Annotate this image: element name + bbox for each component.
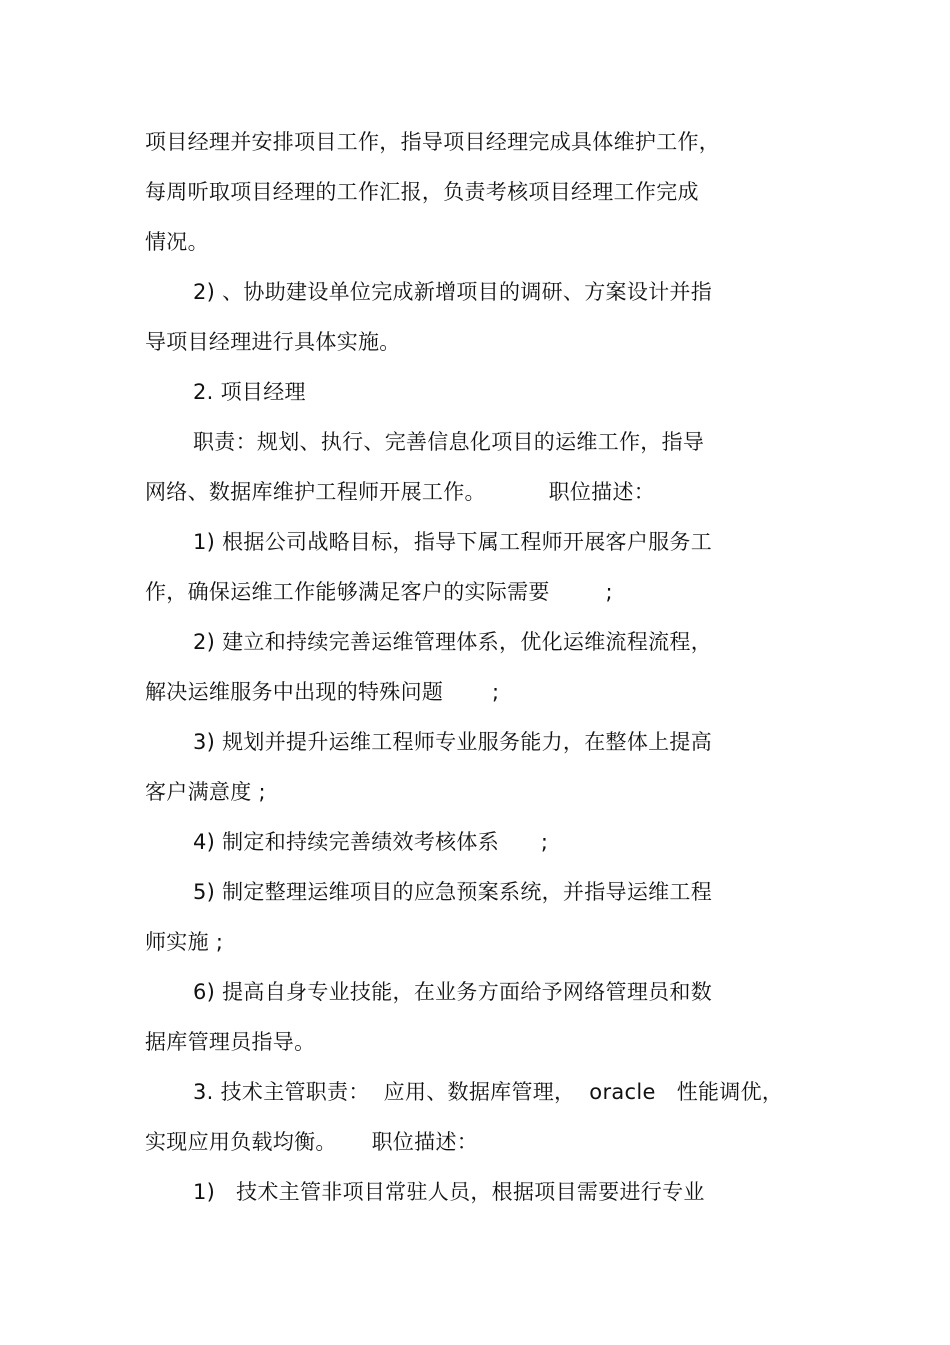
list-item-line: 客户满意度 ;: [145, 780, 266, 804]
list-item-line: 1) 根据公司战略目标，指导下属工程师开展客户服务工: [193, 530, 713, 554]
list-item-line: 据库管理员指导。: [145, 1030, 316, 1054]
paragraph-line: 项目经理并安排项目工作，指导项目经理完成具体维护工作，: [145, 130, 721, 154]
paragraph-line: 职责：规划、执行、完善信息化项目的运维工作，指导: [193, 430, 705, 454]
list-item-line: 4) 制定和持续完善绩效考核体系 ;: [193, 830, 549, 854]
list-item-line: 师实施 ;: [145, 930, 224, 954]
section-heading: 2. 项目经理: [193, 380, 306, 404]
list-item-line: 6) 提高自身专业技能，在业务方面给予网络管理员和数: [193, 980, 713, 1004]
list-item-line: 5) 制定整理运维项目的应急预案系统，并指导运维工程: [193, 880, 713, 904]
section-heading: 3. 技术主管职责： 应用、数据库管理， oracle 性能调优，: [193, 1080, 784, 1104]
list-item-line: 1) 技术主管非项目常驻人员，根据项目需要进行专业: [193, 1180, 705, 1204]
paragraph-line: 情况。: [145, 230, 209, 254]
list-item-line: 解决运维服务中出现的特殊问题 ;: [145, 680, 500, 704]
list-item-line: 2) 建立和持续完善运维管理体系，优化运维流程流程，: [193, 630, 713, 654]
paragraph-line: 2) 、协助建设单位完成新增项目的调研、方案设计并指: [193, 280, 713, 304]
paragraph-line: 导项目经理进行具体实施。: [145, 330, 401, 354]
paragraph-line: 实现应用负载均衡。 职位描述：: [145, 1130, 479, 1154]
paragraph-line: 每周听取项目经理的工作汇报，负责考核项目经理工作完成: [145, 180, 699, 204]
list-item-line: 作，确保运维工作能够满足客户的实际需要 ;: [145, 580, 613, 604]
paragraph-line: 网络、数据库维护工程师开展工作。 职位描述：: [145, 480, 656, 504]
list-item-line: 3) 规划并提升运维工程师专业服务能力，在整体上提高: [193, 730, 713, 754]
